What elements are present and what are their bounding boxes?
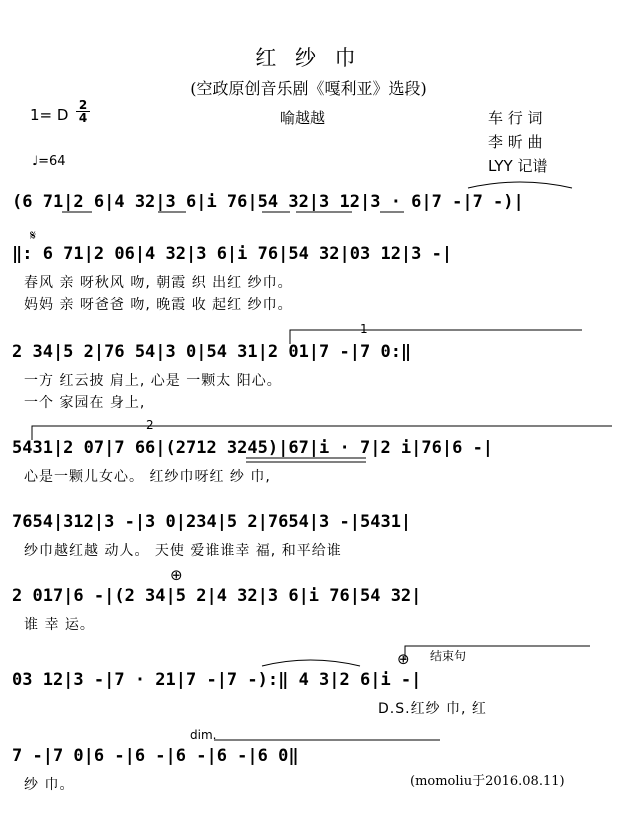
ending-label: 结束句 [430,649,467,663]
time-top: 2 [76,99,90,112]
lyric-row-2-verse-2: 妈妈 亲 呀爸爸 吻, 晚霞 收 起红 纱巾。 [24,297,293,313]
page-title: 红 纱 巾 [255,46,362,70]
coda-icon: ⊕ [170,566,183,584]
page-subtitle: (空政原创音乐剧《嘎利亚》选段) [190,79,427,98]
volta-1-label: 1 [360,322,368,336]
coda-icon-2: ⊕ [397,650,410,668]
score-row-3: 2 34|5 2|76 54|3 0|54 31|2 01|7 -|7 0:‖ [12,342,412,362]
score-row-8: 7 -|7 0|6 -|6 -|6 -|6 -|6 0‖ [12,746,299,766]
lyric-row-4: 心是一颗儿女心。 红纱巾呀红 纱 巾, [24,469,271,485]
lyric-row-6: 谁 幸 运。 [24,617,95,633]
key-signature: 1= D [30,106,69,124]
lyric-row-8: 纱 巾。 [24,777,75,793]
lyric-row-5: 纱巾越红越 动人。 天使 爱谁谁幸 福, 和平给谁 [24,543,342,559]
slur [262,660,360,666]
transcriber: LYY 记谱 [488,157,548,175]
slur [468,182,572,188]
lyric-row-3-verse-1: 一方 红云披 肩上, 心是 一颗太 阳心。 [24,373,282,389]
score-row-6: 2 017|6 -|(2 34|5 2|4 32|3 6|i 76|54 32| [12,586,422,606]
lyric-row-7: D.S.红纱 巾, 红 [378,701,487,717]
score-row-5: 7654|312|3 -|3 0|234|5 2|7654|3 -|5431| [12,512,412,532]
transcriber-signature: (momoliu于2016.08.11) [410,774,565,789]
composer: 李 昕 曲 [488,133,543,151]
time-signature [76,99,90,124]
singer: 喻越越 [280,109,326,127]
score-row-4: 5431|2 07|7 66|(2712 3245)|67|i · 7|2 i|76|6 -| [12,438,494,458]
volta-2-label: 2 [146,418,154,432]
segno-icon: 𝄋 [30,228,37,244]
score-row-1: (6 71|2 6|4 32|3 6|i 76|54 32|3 12|3 · 6|7 -|7 -)| [12,192,524,212]
dim-mark: dim. [190,728,217,742]
score-row-2: ‖: 6 71|2 06|4 32|3 6|i 76|54 32|03 12|3 -| [12,244,453,264]
tempo-mark: ♩=64 [32,154,66,169]
score-row-7: 03 12|3 -|7 · 21|7 -|7 -):‖ 4 3|2 6|i -| [12,670,422,690]
lyric-row-2-verse-1: 春风 亲 呀秋风 吻, 朝霞 织 出红 纱巾。 [24,275,293,291]
time-bottom: 4 [78,111,88,125]
lyric-row-3-verse-2: 一个 家园在 身上, [24,395,146,411]
lyricist: 车 行 词 [488,109,543,127]
